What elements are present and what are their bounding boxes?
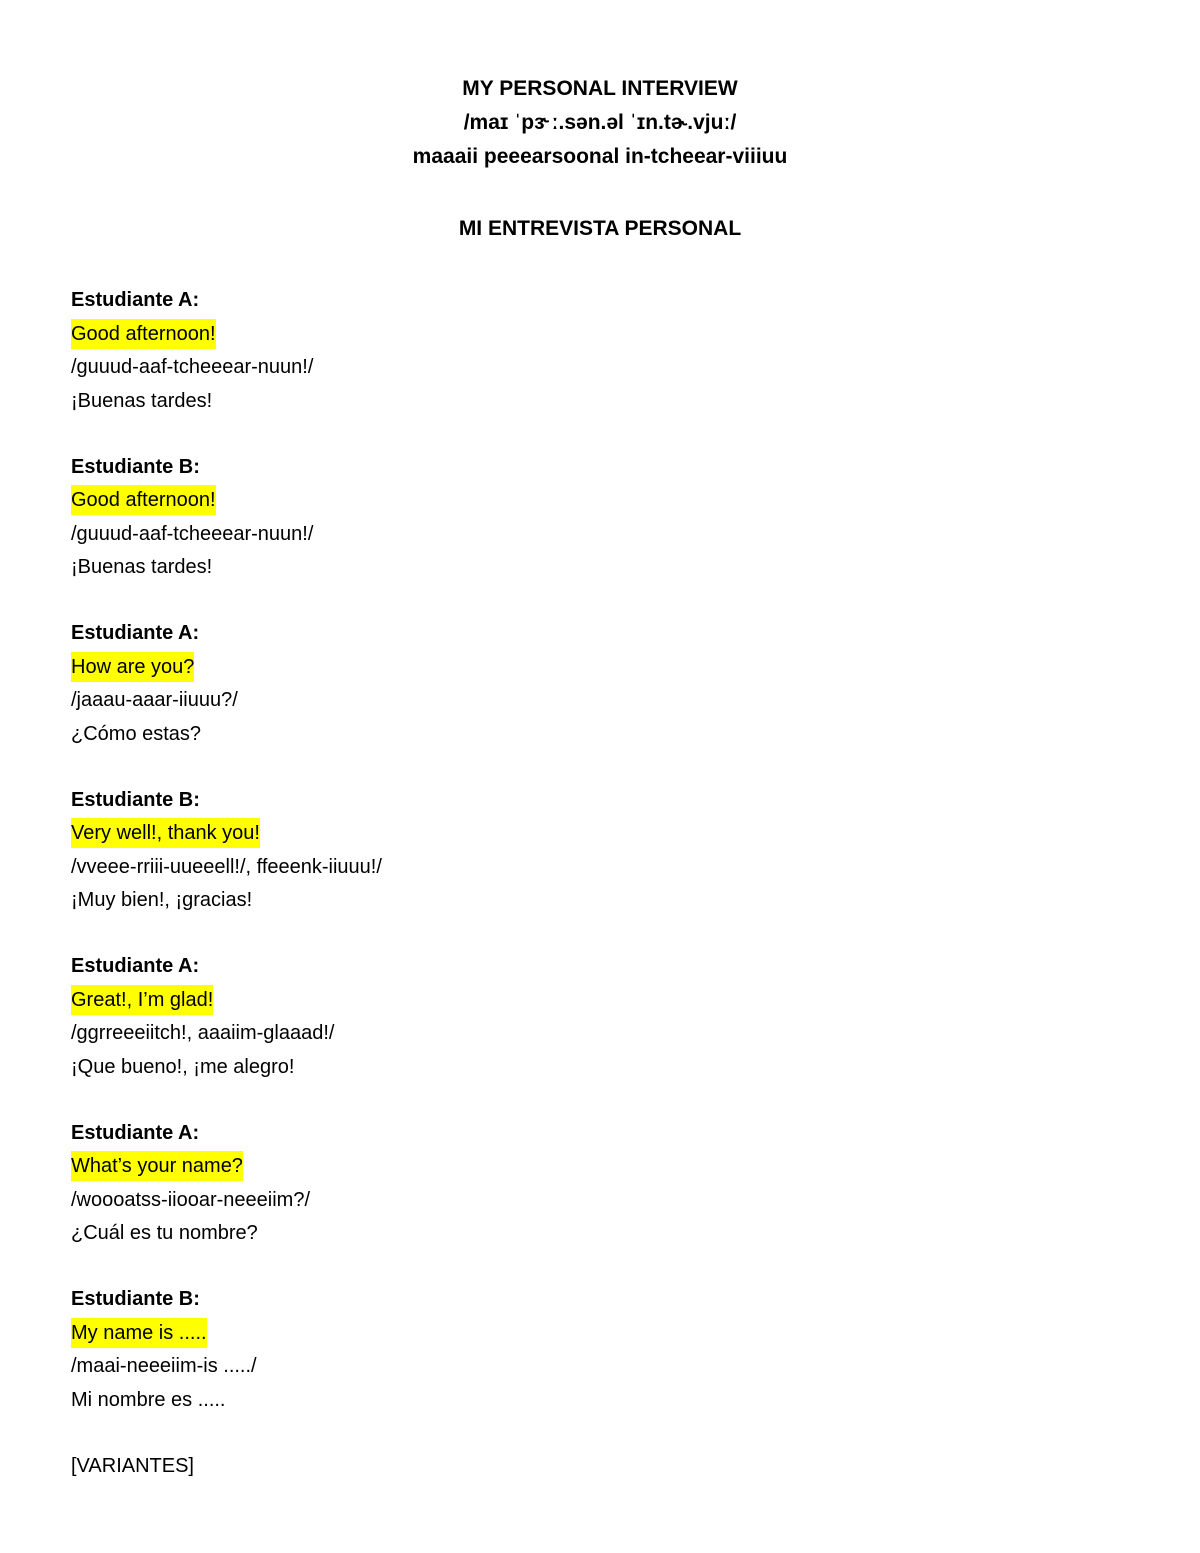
- spanish-translation: ¡Buenas tardes!: [71, 556, 213, 578]
- dialog-turn: [71, 451, 1131, 618]
- speaker-label: Estudiante A:: [71, 1121, 200, 1144]
- english-phrase: Very well!, thank you!: [71, 818, 260, 848]
- title-spanish: MI ENTREVISTA PERSONAL: [458, 217, 742, 240]
- pronunciation-text: /woooatss-iiooar-neeeiim?/: [71, 1188, 311, 1211]
- pronunciation-text: /vveee-rriii-uueeell!/, ffeeenk-iiuuu!/: [71, 855, 382, 878]
- english-phrase: Great!, I’m glad!: [71, 985, 213, 1015]
- pronunciation-text: /jaaau-aaar-iiuuu?/: [71, 689, 238, 711]
- dialog-turn: [71, 950, 1131, 1117]
- spanish-translation: ¿Cómo estas?: [71, 722, 202, 745]
- spanish-translation: ¡Que bueno!, ¡me alegro!: [71, 1055, 295, 1078]
- spanish-translation: ¡Muy bien!, ¡gracias!: [71, 889, 253, 911]
- dialog-turn: [71, 1117, 1131, 1284]
- english-phrase: What’s your name?: [71, 1151, 243, 1181]
- pronunciation-text: /guuud-aaf-tcheeear-nuun!/: [71, 356, 314, 378]
- pronunciation-text: /ggrreeeiitch!, aaaiim-glaaad!/: [71, 1022, 335, 1044]
- document-header: [0, 72, 1200, 246]
- english-phrase: My name is .....: [71, 1318, 207, 1348]
- speaker-label: Estudiante A:: [71, 955, 200, 977]
- dialog-turn: [71, 617, 1131, 784]
- pronunciation-text: /guuud-aaf-tcheeear-nuun!/: [71, 522, 314, 545]
- english-phrase: Good afternoon!: [71, 319, 216, 349]
- dialog: [71, 284, 1131, 1483]
- dialog-turn: [71, 284, 1131, 451]
- speaker-label: Estudiante A:: [71, 289, 200, 311]
- speaker-label: Estudiante A:: [71, 622, 200, 644]
- variantes-label: [VARIANTES]: [71, 1454, 194, 1477]
- title-english: MY PERSONAL INTERVIEW: [462, 77, 738, 100]
- dialog-turn: [71, 784, 1131, 951]
- speaker-label: Estudiante B:: [71, 455, 200, 478]
- spanish-translation: ¡Buenas tardes!: [71, 389, 213, 412]
- english-phrase: Good afternoon!: [71, 485, 216, 515]
- spanish-translation: ¿Cuál es tu nombre?: [71, 1222, 258, 1244]
- dialog-turn: [71, 1283, 1131, 1450]
- title-pronunciation: maaaii peeearsoonal in-tcheear-viiiuu: [412, 145, 788, 168]
- speaker-label: Estudiante B:: [71, 1288, 200, 1310]
- speaker-label: Estudiante B:: [71, 788, 200, 811]
- title-ipa: /maɪ ˈpɜ˞ː.sən.əl ˈɪn.tɚ.vjuː/: [463, 111, 737, 134]
- pronunciation-text: /maai-neeeiim-is ...../: [71, 1355, 257, 1377]
- spanish-translation: Mi nombre es .....: [71, 1388, 226, 1411]
- english-phrase: How are you?: [71, 652, 194, 682]
